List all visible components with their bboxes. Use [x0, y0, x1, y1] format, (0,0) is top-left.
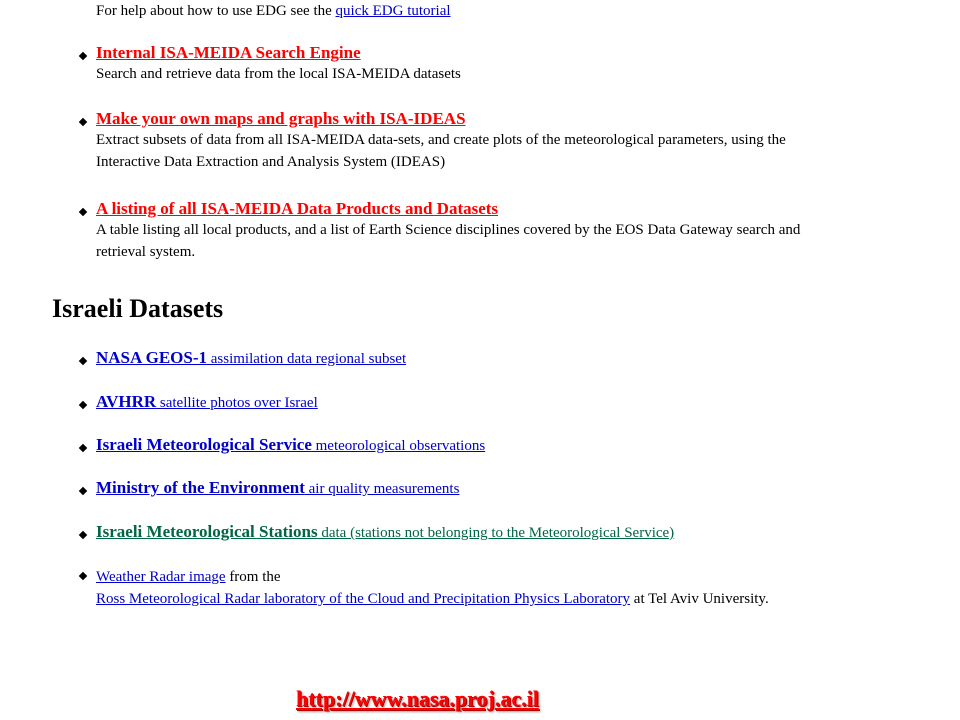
list-item: [96, 43, 461, 85]
ims-link[interactable]: Israeli Meteorological Service: [96, 435, 312, 454]
bullet-icon: [79, 572, 87, 580]
ims-desc-link[interactable]: meteorological observations: [311, 438, 486, 454]
item-description: retrieval system.: [96, 244, 196, 260]
list-item: [96, 566, 769, 610]
section-heading: Israeli Datasets: [52, 294, 224, 323]
bullet-icon: [79, 118, 87, 126]
list-item: [96, 522, 674, 542]
footer-url-link[interactable]: http://www.nasa.proj.ac.il: [296, 686, 539, 711]
bullet-icon: [79, 531, 87, 539]
bullet-icon: [79, 444, 87, 452]
ministry-environment-desc-link[interactable]: air quality measurements: [304, 481, 460, 497]
item-description: Search and retrieve data from the local ISA-MEIDA datasets: [96, 66, 461, 82]
avhrr-desc-link[interactable]: satellite photos over Israel: [156, 395, 318, 411]
ross-radar-lab-link[interactable]: Ross Meteorological Radar laboratory of the Cloud and Precipitation Physics Laboratory: [96, 591, 631, 607]
list-item: [96, 478, 459, 498]
isa-ideas-link[interactable]: Make your own maps and graphs with ISA-IDEAS: [96, 109, 466, 128]
item-description: Interactive Data Extraction and Analysis System (IDEAS): [96, 154, 446, 170]
list-item: [96, 435, 485, 455]
radar-text-end: at Tel Aviv University.: [630, 591, 769, 607]
internal-search-engine-link[interactable]: Internal ISA-MEIDA Search Engine: [96, 43, 361, 62]
list-item: [96, 199, 800, 263]
list-item: [96, 348, 406, 368]
bullet-icon: [79, 487, 87, 495]
radar-text: from the: [225, 569, 281, 585]
item-description: Extract subsets of data from all ISA-MEIDA data-sets, and create plots of the meteorological parameters, using the: [96, 132, 786, 148]
nasa-geos-desc-link[interactable]: assimilation data regional subset: [207, 351, 407, 367]
help-text-label: For help about how to use EDG see the: [96, 3, 336, 19]
ministry-environment-link[interactable]: Ministry of the Environment: [96, 478, 305, 497]
bullet-icon: [79, 401, 87, 409]
weather-radar-link[interactable]: Weather Radar image: [96, 569, 226, 585]
item-description: A table listing all local products, and a list of Earth Science disciplines covered by the EOS Data Gateway search and: [96, 222, 801, 238]
nasa-geos-link[interactable]: NASA GEOS-1: [96, 348, 207, 367]
avhrr-link[interactable]: AVHRR: [96, 392, 157, 411]
bullet-icon: [79, 208, 87, 216]
list-item: [96, 392, 318, 412]
data-products-listing-link[interactable]: A listing of all ISA-MEIDA Data Products and Datasets: [96, 199, 499, 218]
bullet-icon: [79, 357, 87, 365]
help-text: [96, 3, 451, 20]
quick-edg-tutorial-link[interactable]: quick EDG tutorial: [335, 3, 451, 19]
meteorological-stations-link[interactable]: Israeli Meteorological Stations: [96, 522, 318, 541]
list-item: [96, 109, 786, 173]
bullet-icon: [79, 52, 87, 60]
meteorological-stations-desc-link[interactable]: data (stations not belonging to the Meteorological Service): [317, 525, 675, 541]
